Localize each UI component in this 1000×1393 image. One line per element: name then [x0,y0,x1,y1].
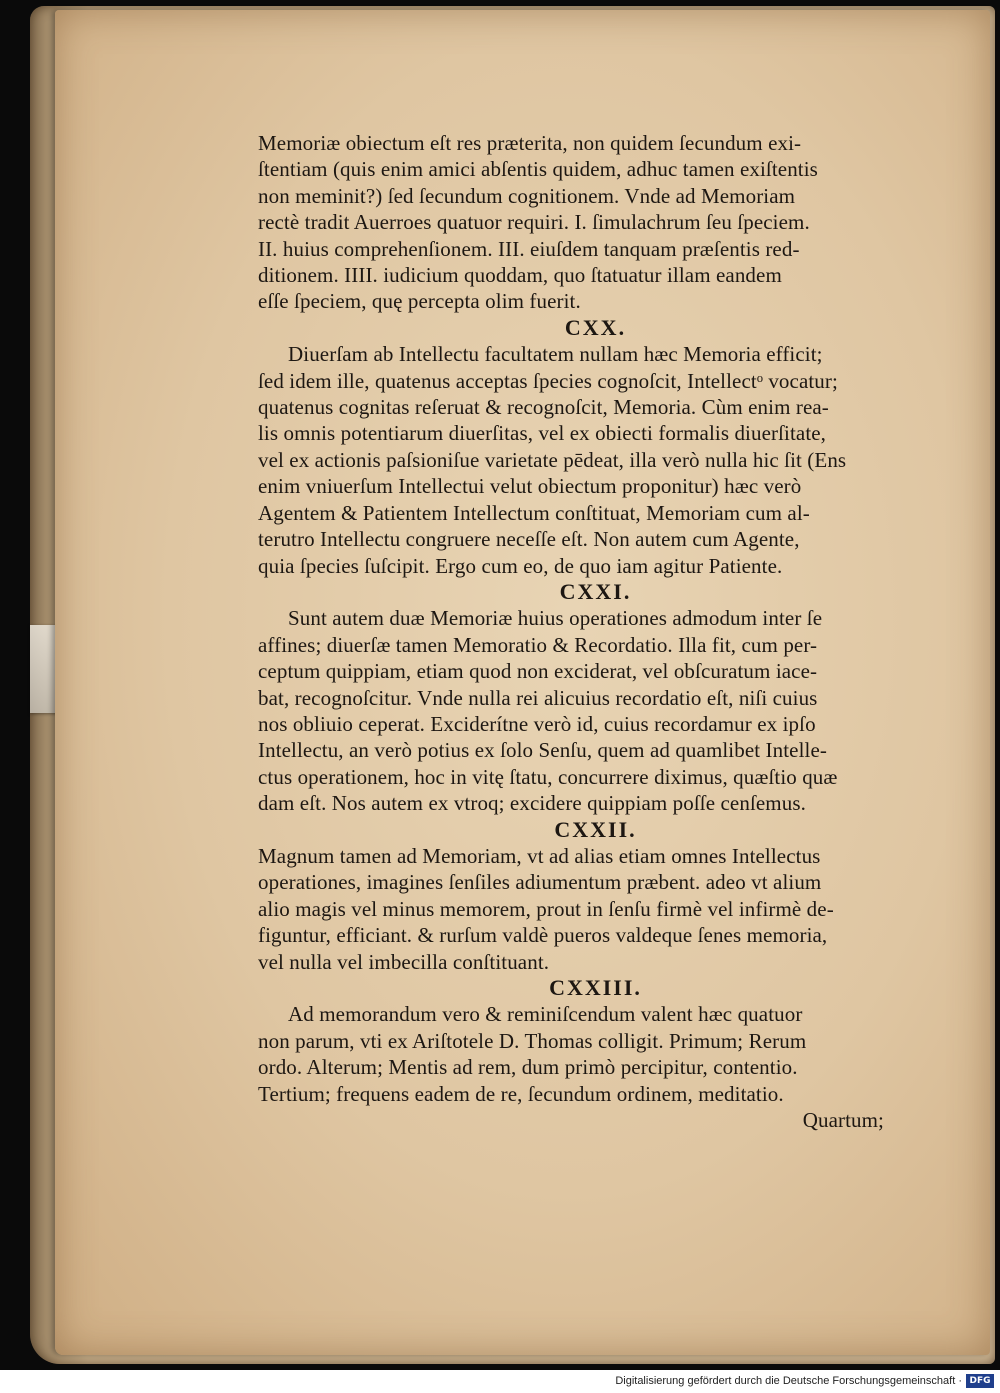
text-line: ordo. Alterum; Mentis ad rem, dum primò percipitur, contentio. [258,1055,798,1080]
text-line: nos obliuio ceperat. Exciderítne verò id, cuius recordamur ex ipſo [258,711,816,736]
text-line: Intellectu, an verò potius ex ſolo Senſu, quem ad quamlibet Intelle- [258,738,827,763]
text-line: enim vniuerſum Intellectui velut obiectum proponitur) hæc verò [258,474,802,499]
section-number: CXX. [564,314,627,340]
text-line: bat, recognoſcitur. Vnde nulla rei alicuius recordatio eſt, niſi cuius [258,685,818,710]
text-line: ceptum quippiam, etiam quod non exciderat, vel obſcuratum iace- [258,659,818,684]
page-text [258,130,898,1133]
text-line: II. huius comprehenſionem. III. eiuſdem tanquam præſentis red- [258,236,800,261]
dfg-logo-icon: DFG [966,1374,994,1388]
text-line: Magnum tamen ad Memoriam, vt ad alias etiam omnes Intellectus [258,843,821,868]
text-line: figuntur, efficiant. & rurſum valdè pueros valdeque ſenes memoria, [258,923,828,948]
text-line: vel nulla vel imbecilla conſtituant. [258,949,550,974]
text-line: ctus operationem, hoc in vitę ſtatu, concurrere diximus, quæſtio quæ [258,764,838,789]
text-line: lis omnis potentiarum diuerſitas, vel ex obiecti formalis diuerſitate, [258,421,827,446]
text-line: Agentem & Patientem Intellectum conſtituat, Memoriam cum al- [258,500,810,525]
text-line: vel ex actionis paſsioniſue varietate pēdeat, illa verò nulla hic ſit (Ens [258,447,847,472]
text-line: Sunt autem duæ Memoriæ huius operationes admodum inter ſe [288,606,823,631]
text-line: non meminit?) ſed ſecundum cognitionem. Vnde ad Memoriam [258,183,796,208]
footer-credit: Digitalisierung gefördert durch die Deutsche Forschungsgemeinschaft · [615,1375,962,1387]
text-line: operationes, imagines ſenſiles adiumentum præbent. adeo vt alium [258,870,822,895]
text-line: ſtentiam (quis enim amici abſentis quidem, adhuc tamen exiſtentis [258,157,818,182]
section-number: CXXIII. [549,975,642,1000]
text-line: Memoriæ obiectum eſt res præterita, non quidem ſecundum exi- [258,131,802,155]
text-line: alio magis vel minus memorem, prout in ſenſu firmè vel infirmè de- [258,896,834,921]
footer-bar [0,1370,1000,1393]
text-line: dam eſt. Nos autem ex vtroq; excidere quippiam poſſe cenſemus. [258,791,806,816]
text-line: eſſe ſpeciem, quę percepta olim fuerit. [258,289,581,314]
text-line: Diuerſam ab Intellectu facultatem nullam hæc Memoria efficit; [288,342,823,367]
text-line: Ad memorandum vero & reminiſcendum valent hæc quatuor [288,1002,803,1027]
text-line: quia ſpecies ſuſcipit. Ergo cum eo, de quo iam agitur Patiente. [258,553,783,578]
text-line: Tertium; frequens eadem de re, ſecundum ordinem, meditatio. [258,1081,784,1106]
text-line: affines; diuerſæ tamen Memoratio & Recordatio. Illa fit, cum per- [258,632,818,657]
text-line: ſed idem ille, quatenus acceptas ſpecies cognoſcit, Intellectᵒ vocatur; [258,368,838,393]
text-line: terutro Intellectu congruere neceſſe eſt. Non autem cum Agente, [258,527,800,552]
section-number: CXXI. [559,578,632,604]
catchword: Quartum; [802,1108,884,1133]
section-number: CXXII. [554,816,637,842]
text-line: quatenus cognitas reſeruat & recognoſcit, Memoria. Cùm enim rea- [258,395,829,420]
text-line: non parum, vti ex Ariſtotele D. Thomas colligit. Primum; Rerum [258,1028,807,1053]
text-line: ditionem. IIII. iudicium quoddam, quo ſtatuatur illam eandem [258,263,782,288]
text-line: rectè tradit Auerroes quatuor requiri. I. ſimulachrum ſeu ſpeciem. [258,210,810,235]
